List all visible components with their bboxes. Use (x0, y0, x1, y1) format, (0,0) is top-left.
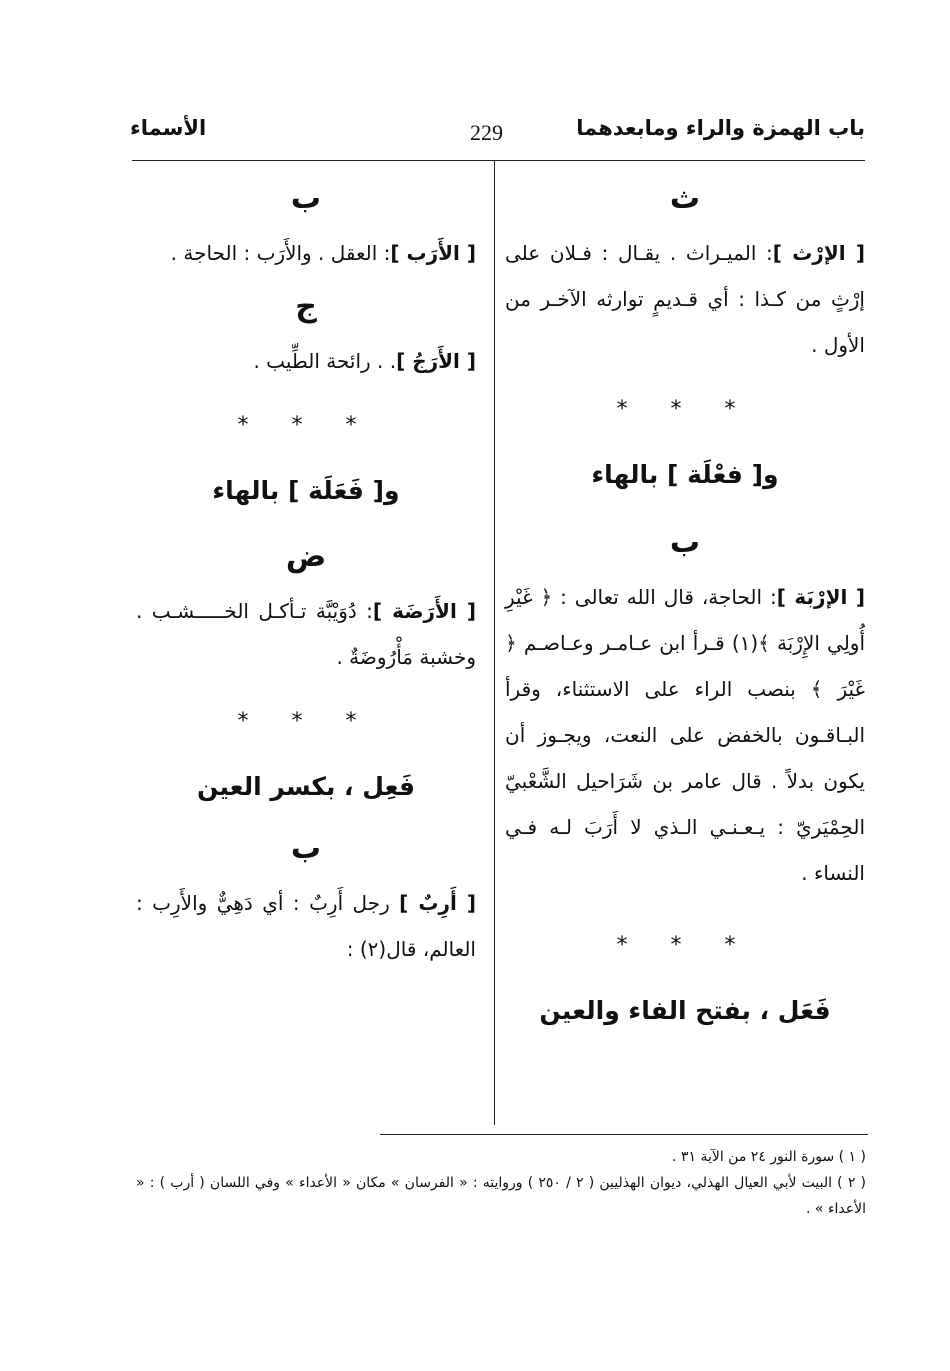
section-title: باب الهمزة والراء ومابعدهما (576, 116, 865, 140)
dictionary-entry (505, 230, 865, 368)
category-label: الأسماء (130, 116, 207, 140)
entry-headword: [ الإرْبَة ] (776, 585, 865, 609)
letter-heading: ج (295, 289, 317, 324)
section-separator: * * * (616, 397, 754, 422)
footnotes (136, 1144, 866, 1222)
entry-text: : العقل . والأَرَب : الحاجة . (170, 241, 391, 265)
dictionary-entry (136, 338, 476, 384)
section-separator: * * * (237, 709, 375, 734)
left-column (136, 168, 476, 972)
entry-headword: [ الأَرَب ] (390, 241, 476, 265)
letter-heading: ب (290, 181, 322, 216)
right-column (505, 168, 865, 1034)
section-separator: * * * (616, 933, 754, 958)
dictionary-entry (136, 588, 476, 680)
letter-heading: ب (290, 831, 322, 866)
letter-heading: ث (669, 181, 701, 216)
pattern-heading: و[ فَعَلَة ] بالهاء (212, 476, 400, 505)
entry-headword: [ الإرْث ] (772, 241, 865, 265)
entry-text: رجل أَرِبٌ : أي دَهِيٌّ والأَرِب : العالم، قال(٢) : (136, 891, 476, 961)
entry-headword: [ الأَرَضَة ] (372, 599, 476, 623)
letter-heading: ب (669, 525, 701, 560)
footnote-2: ( ٢ ) البيت لأبي العيال الهذلي، ديوان الهذليين ( ٢ / ٢٥٠ ) وروايته : « الفرسان » مكان « الأعداء » وفي اللسان ( أرب ) : « الأعداء » . (136, 1175, 866, 1217)
pattern-heading: فَعِل ، بكسر العين (196, 772, 416, 801)
dictionary-entry (136, 230, 476, 276)
entry-text: : الميـراث . يقـال : فـلان على إرْثٍ من كـذا : أي قـديمٍ توارثه الآخـر من الأول . (505, 241, 865, 357)
pattern-heading: فَعَل ، بفتح الفاء والعين (539, 996, 831, 1025)
entry-headword: [ الأَرَجُ ] (396, 349, 476, 373)
entry-text: : الحاجة، قال الله تعالى : ﴿ غَيْرِ أُولِي الإِرْبَة ﴾(١) قـرأ ابن عـامـر وعـاصـم ﴿ غَيْرَ ﴾ بنصب الراء على الاستثناء، وقرأ البـاقـون بالخفض على النعت، ويجـوز أن يكون بدلاً . قال عامر بن شَرَاحيل الشَّعْبيّ الحِمْيَريّ : يـعـنـي الـذي لا أَرَبَ لـه فـي النساء . (505, 585, 866, 885)
footnote-1: ( ١ ) سورة النور ٢٤ من الآية ٣١ . (672, 1149, 866, 1165)
footnote-rule (380, 1134, 868, 1135)
page-number: 229 (470, 120, 503, 145)
section-separator: * * * (237, 413, 375, 438)
column-divider (494, 160, 495, 1125)
page-header (130, 112, 865, 156)
pattern-heading: و[ فعْلَة ] بالهاء (591, 460, 779, 489)
entry-text: : دُوَيْبَّة تـأكـل الخـــــشـب . وخشبة مَأْرُوضَةٌ . (136, 599, 476, 669)
letter-heading: ض (285, 539, 327, 574)
dictionary-entry (505, 574, 865, 896)
header-rule (132, 160, 865, 161)
entry-headword: [ أَرِبٌ ] (399, 891, 476, 915)
dictionary-entry (136, 880, 476, 972)
entry-text: . . رائحة الطِّيب . (253, 349, 397, 373)
